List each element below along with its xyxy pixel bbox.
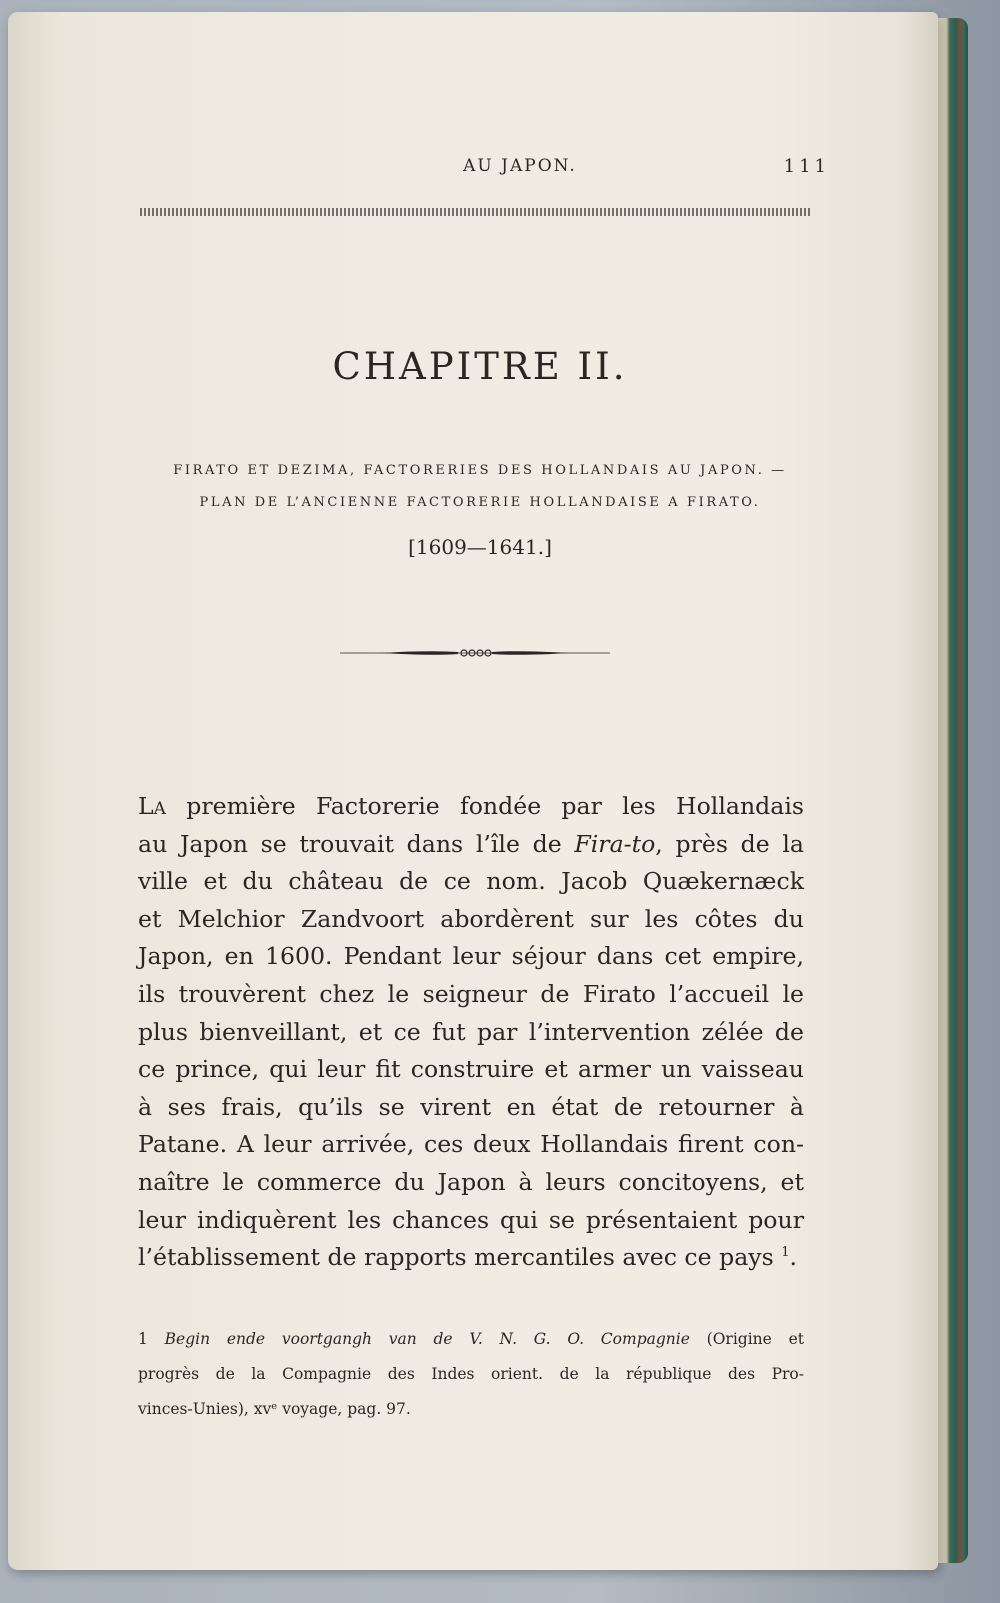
body-paragraph (138, 788, 804, 1277)
page-number: 111 (783, 156, 830, 177)
body-line: ce prince, qui leur fit construire et armer un vaisseau (138, 1055, 804, 1084)
chapter-summary-line: FIRATO ET DEZIMA, FACTORERIES DES HOLLANDAIS AU JAPON. — (173, 463, 787, 478)
body-line: naître le commerce du Japon à leurs concitoyens, et (138, 1167, 804, 1196)
body-line (138, 788, 804, 826)
footnote-text: (Origine et (689, 1330, 804, 1348)
chapter-summary-line: PLAN DE L’ANCIENNE FACTORERIE HOLLANDAISE A FIRATO. (199, 495, 761, 510)
body-line: ville et du château de ce nom. Jacob Quækernæck (138, 867, 804, 896)
chapter-title: CHAPITRE II. (332, 345, 628, 388)
body-line: leur indiquèrent les chances qui se présentaient pour (138, 1205, 804, 1234)
body-line: plus bienveillant, et ce fut par l’intervention zélée de (138, 1017, 804, 1046)
small-caps-lead: La (138, 792, 166, 820)
body-line: à ses frais, qu’ils se virent en état de retourner à (138, 1092, 804, 1121)
body-line: Patane. A leur arrivée, ces deux Hollandais firent con- (138, 1130, 804, 1159)
body-line-text: au Japon se trouvait dans l’île de (138, 829, 575, 858)
body-line-text: première Factorerie fondée par les Hollandais (165, 792, 804, 820)
footnote-reference: 1 (781, 1245, 790, 1261)
footnote-italic-title: Begin ende voortgangh van de V. N. G. O. Compagnie (164, 1330, 690, 1348)
footnote-line: vinces-Unies), xvᵉ voyage, pag. 97. (138, 1400, 411, 1418)
decorative-ornament-divider (340, 643, 610, 663)
footnote (138, 1322, 804, 1427)
footnote-line: progrès de la Compagnie des Indes orient. de la république des Pro- (138, 1365, 804, 1383)
body-line (138, 1239, 804, 1277)
body-line (138, 826, 804, 864)
footnote-marker: 1 (138, 1330, 148, 1348)
chapter-dates: [1609—1641.] (408, 535, 552, 559)
chapter-summary (110, 455, 850, 519)
body-line-text: l’établissement de rapports mercantiles avec ce pays (138, 1243, 774, 1272)
body-line: Japon, en 1600. Pendant leur séjour dans cet empire, (138, 942, 804, 971)
running-title: AU JAPON. (463, 156, 577, 176)
body-line-text: , près de la (655, 829, 804, 858)
footnote-line (138, 1322, 804, 1357)
body-line: ils trouvèrent chez le seigneur de Firato l’accueil le (138, 979, 804, 1008)
body-line: et Melchior Zandvoort abordèrent sur les côtes du (138, 904, 804, 933)
header-dotted-rule (140, 208, 810, 216)
body-line-text: . (789, 1243, 797, 1272)
running-head (130, 150, 830, 190)
italic-place-name: Fira-to (574, 829, 656, 858)
